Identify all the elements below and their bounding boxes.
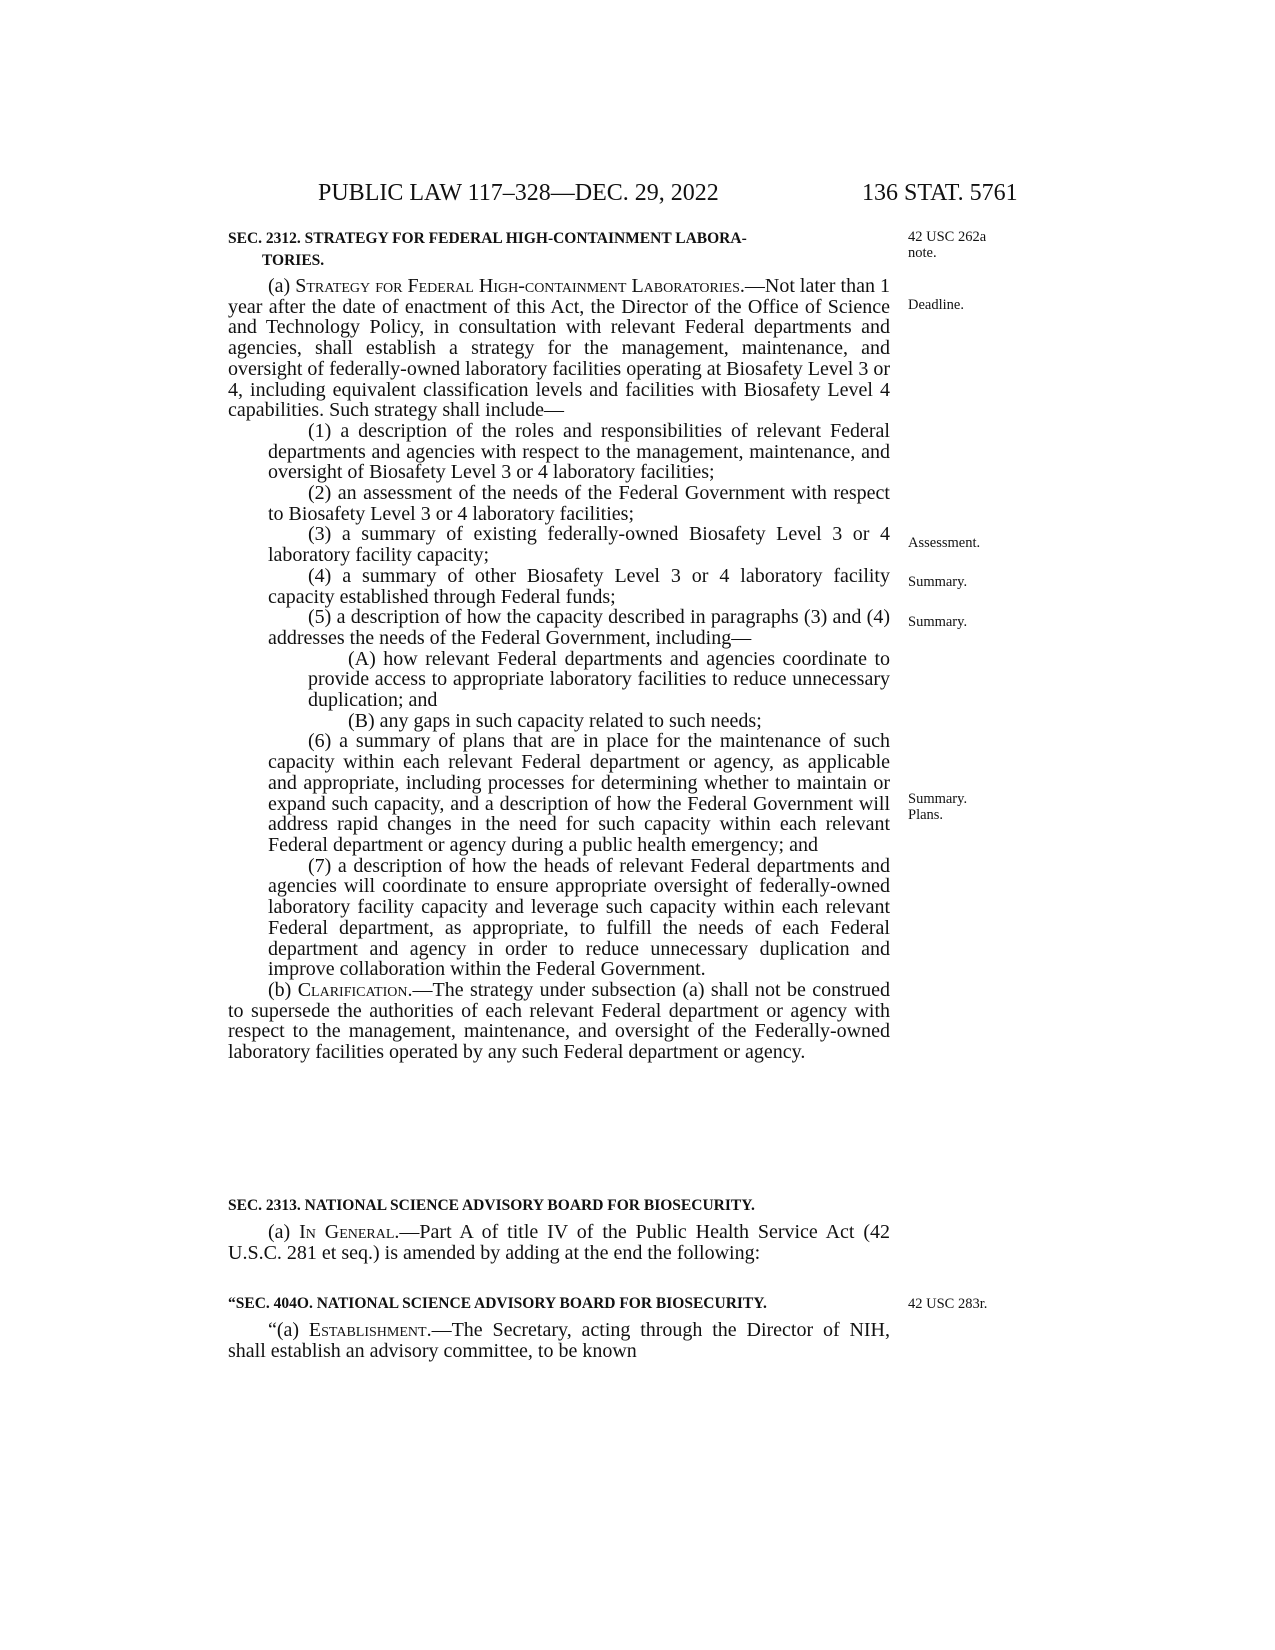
margin-note-usc-262a: [908, 229, 986, 261]
subparagraph-B: (B) any gaps in such capacity related to such needs;: [348, 709, 762, 732]
subsection-label: “(a): [268, 1319, 309, 1341]
section-2312-title-line2: TORIES.: [262, 252, 325, 269]
subsection-text: .—Part A of title IV of the Public Health Service Act (42 U.S.C. 281 et seq.) is amended by adding at the end the following:: [228, 1221, 890, 1264]
paragraph-5: (5) a description of how the capacity described in paragraphs (3) and (4) addresses the needs of the Federal Government, including—: [268, 606, 890, 649]
margin-note-usc-262a-line2: note.: [908, 245, 937, 261]
subsection-caption: Strategy for Federal High-containment Laboratories: [295, 275, 740, 297]
section-2313-heading: SEC. 2313. NATIONAL SCIENCE ADVISORY BOARD FOR BIOSECURITY.: [228, 1197, 755, 1214]
subsection-2313-a: [228, 1222, 890, 1263]
section-2312-title-line1: SEC. 2312. STRATEGY FOR FEDERAL HIGH-CONTAINMENT LABORA-: [228, 230, 747, 247]
section-404o-heading: “SEC. 404O. NATIONAL SCIENCE ADVISORY BOARD FOR BIOSECURITY.: [228, 1295, 767, 1312]
paragraph-7: (7) a description of how the heads of relevant Federal departments and agencies will coordinate to ensure appropriate oversight of federally-owned laboratory facility capacity and leverage such capacity within each relevant Federal department, as appropriate, to fulfill the needs of each Federal department and agency in order to reduce unnecessary duplication and improve collaboration within the Federal Government.: [268, 854, 890, 981]
subsection-caption: Establishment: [308, 1319, 427, 1341]
subsection-2312-b: [228, 980, 890, 1063]
subsection-caption: Clarification: [297, 978, 408, 1001]
paragraph-6: (6) a summary of plans that are in place for the maintenance of such capacity within each relevant Federal department or agency, as applicable and appropriate, including processes for determining whether to maintain or expand such capacity, and a description of how the Federal Government will address rapid changes in the need for such capacity within each relevant Federal department or agency during a public health emergency; and: [268, 730, 890, 856]
section-2313-body: [228, 1222, 890, 1263]
section-2312-heading: [228, 228, 890, 272]
subsection-label: (b): [268, 978, 298, 1001]
header-stat-page: 136 STAT. 5761: [862, 180, 1018, 206]
paragraph-4: (4) a summary of other Biosafety Level 3 or 4 laboratory facility capacity established through Federal funds;: [268, 564, 890, 608]
header-public-law: PUBLIC LAW 117–328—DEC. 29, 2022: [318, 180, 719, 206]
section-2312-body: [228, 276, 890, 1063]
subsection-2312-a: [228, 276, 890, 421]
paragraph-2: (2) an assessment of the needs of the Federal Government with respect to Biosafety Level 3 or 4 laboratory facilities;: [268, 482, 890, 525]
margin-note-summary-4: Summary.: [908, 614, 968, 630]
margin-note-assessment: Assessment.: [908, 535, 981, 551]
subsection-404o-a: [228, 1320, 890, 1361]
margin-note-summary-3: Summary.: [908, 574, 968, 590]
margin-note-usc-262a-line1: 42 USC 262a: [908, 229, 987, 245]
margin-note-summary-6: Summary.: [908, 791, 968, 807]
paragraph-1: (1) a description of the roles and responsibilities of relevant Federal departments and agencies with respect to the management, maintenance, and oversight of Biosafety Level 3 or 4 laboratory facilities;: [268, 419, 890, 484]
margin-note-deadline: Deadline.: [908, 297, 964, 313]
subsection-text: .—The Secretary, acting through the Director of NIH, shall establish an advisory committee, to be known: [228, 1319, 890, 1362]
paragraph-3: (3) a summary of existing federally-owned Biosafety Level 3 or 4 laboratory facility capacity;: [268, 523, 890, 567]
section-404o-body: [228, 1320, 890, 1361]
subparagraph-A: (A) how relevant Federal departments and agencies coordinate to provide access to appropriate laboratory facilities to reduce unnecessary duplication; and: [308, 647, 890, 712]
margin-note-usc-283r: 42 USC 283r.: [908, 1296, 988, 1312]
subsection-label: (a): [268, 1221, 300, 1243]
subsection-caption: In General: [299, 1221, 395, 1243]
margin-note-plans-6: Plans.: [908, 807, 944, 823]
margin-note-summary-plans: [908, 791, 967, 823]
subsection-label: (a): [268, 275, 296, 297]
subsection-text: .—Not later than 1 year after the date of enactment of this Act, the Director of the Office of Science and Technology Policy, in consultation with relevant Federal departments and agencies, shall establish a strategy for the management, maintenance, and oversight of federally-owned laboratory facilities operating at Biosafety Level 3 or 4, including equivalent classification levels and facilities with Biosafety Level 4 capabilities. Such strategy shall include—: [228, 275, 890, 422]
subsection-text: .—The strategy under subsection (a) shall not be construed to supersede the authorities of each relevant Federal department or agency with respect to the management, maintenance, and oversight of the Federally-owned laboratory facilities operated by any such Federal department or agency.: [228, 978, 890, 1064]
